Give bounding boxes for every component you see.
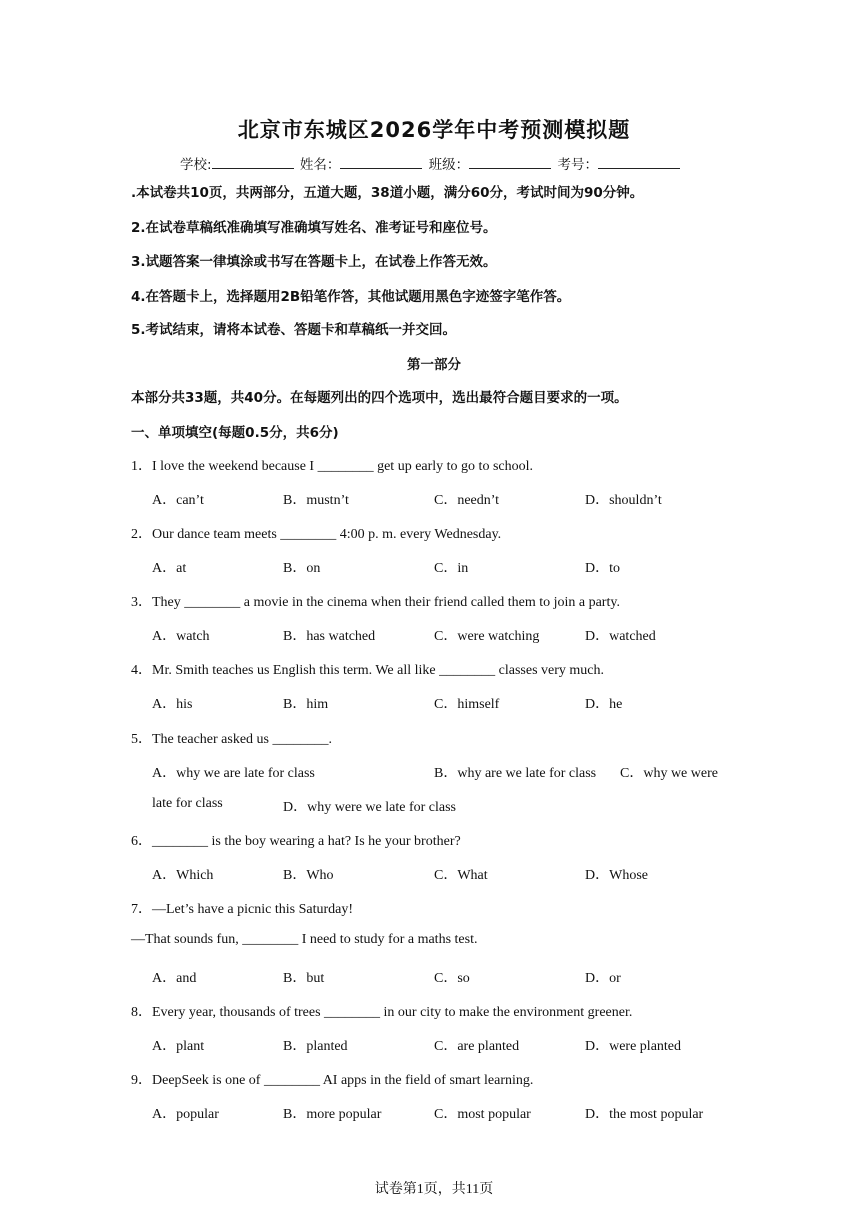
option-b: B．more popular bbox=[283, 1107, 382, 1122]
question-stem: 3．They ________ a movie in the cinema when their friend called them to join a party. bbox=[131, 595, 620, 610]
option-a: A．why we are late for class bbox=[152, 766, 315, 781]
option-b: B．planted bbox=[283, 1039, 348, 1054]
option-a: A．Which bbox=[152, 868, 214, 883]
option-a: A．plant bbox=[152, 1039, 205, 1054]
option-a: A．at bbox=[152, 561, 187, 576]
option-c: C．are planted bbox=[434, 1039, 520, 1054]
question-stem: 1．I love the weekend because I ________ get up early to go to school. bbox=[131, 459, 534, 474]
option-c: C．so bbox=[434, 971, 470, 986]
instruction-5: 5.考试结束，请将本试卷、答题卡和草稿纸一并交回。 bbox=[131, 322, 457, 338]
option-c: C．needn’t bbox=[434, 493, 500, 508]
option-d: D．shouldn’t bbox=[585, 493, 662, 508]
option-a: A．watch bbox=[152, 629, 210, 644]
class-label: 班级： bbox=[428, 157, 470, 173]
option-b: B．why are we late for class bbox=[434, 766, 597, 781]
option-c: C．were watching bbox=[434, 629, 540, 644]
exam-number-label: 考号： bbox=[557, 157, 598, 173]
student-info-line bbox=[180, 153, 682, 173]
exam-number-blank bbox=[598, 156, 680, 169]
name-label: 姓名： bbox=[299, 157, 341, 173]
class-blank bbox=[469, 156, 551, 169]
option-d: D．or bbox=[585, 971, 621, 986]
option-d: D．Whose bbox=[585, 868, 648, 883]
question-stem: 4．Mr. Smith teaches us English this term. We all like ________ classes very much. bbox=[131, 663, 604, 678]
option-b: B．mustn’t bbox=[283, 493, 349, 508]
option-c: C．most popular bbox=[434, 1107, 531, 1122]
question-stem: 6．________ is the boy wearing a hat? Is he your brother? bbox=[131, 834, 461, 849]
option-a: A．his bbox=[152, 697, 193, 712]
option-a: A．and bbox=[152, 971, 197, 986]
question-stem: 8．Every year, thousands of trees ________ in our city to make the environment greener. bbox=[131, 1005, 633, 1020]
option-b: B．but bbox=[283, 971, 325, 986]
question-stem: 9．DeepSeek is one of ________ AI apps in the field of smart learning. bbox=[131, 1073, 534, 1088]
part-intro: 本部分共33题，共40分。在每题列出的四个选项中，选出最符合题目要求的一项。 bbox=[131, 390, 628, 406]
instruction-1: .本试卷共10页，共两部分，五道大题，38道小题，满分60分，考试时间为90分钟。 bbox=[131, 185, 644, 201]
school-label: 学校: bbox=[180, 157, 212, 173]
option-a: A．popular bbox=[152, 1107, 219, 1122]
option-c-continued: late for class bbox=[152, 796, 223, 811]
question-stem: 7．—Let’s have a picnic this Saturday! bbox=[131, 902, 353, 917]
option-a: A．can’t bbox=[152, 493, 204, 508]
page-title: 北京市东城区2026学年中考预测模拟题 bbox=[237, 118, 631, 142]
option-d: D．the most popular bbox=[585, 1107, 704, 1122]
question-stem: 2．Our dance team meets ________ 4:00 p. m. every Wednesday. bbox=[131, 527, 502, 542]
instruction-4: 4.在答题卡上，选择题用2B铅笔作答，其他试题用黑色字迹签字笔作答。 bbox=[131, 289, 571, 305]
option-d: D．why were we late for class bbox=[283, 800, 456, 815]
option-b: B．him bbox=[283, 697, 329, 712]
instruction-3: 3.试题答案一律填涂或书写在答题卡上，在试卷上作答无效。 bbox=[131, 254, 497, 270]
option-b: B．on bbox=[283, 561, 321, 576]
option-c: C．in bbox=[434, 561, 469, 576]
option-d: D．were planted bbox=[585, 1039, 682, 1054]
name-blank bbox=[340, 156, 422, 169]
option-d: D．watched bbox=[585, 629, 656, 644]
option-d: D．he bbox=[585, 697, 623, 712]
option-b: B．has watched bbox=[283, 629, 376, 644]
instruction-2: 2.在试卷草稿纸准确填写准确填写姓名、准考证号和座位号。 bbox=[131, 220, 497, 236]
option-c: C．What bbox=[434, 868, 488, 883]
option-d: D．to bbox=[585, 561, 620, 576]
option-c: C．himself bbox=[434, 697, 500, 712]
option-c: C．why we were bbox=[620, 766, 718, 781]
question-stem: 5．The teacher asked us ________. bbox=[131, 732, 332, 747]
page-footer: 试卷第1页，共11页 bbox=[374, 1182, 494, 1197]
school-blank bbox=[212, 156, 294, 169]
option-b: B．Who bbox=[283, 868, 334, 883]
part-heading: 第一部分 bbox=[407, 357, 461, 373]
section-heading: 一、单项填空(每题0.5分，共6分) bbox=[131, 425, 339, 441]
question-stem-reply: —That sounds fun, ________ I need to study for a maths test. bbox=[131, 932, 478, 947]
